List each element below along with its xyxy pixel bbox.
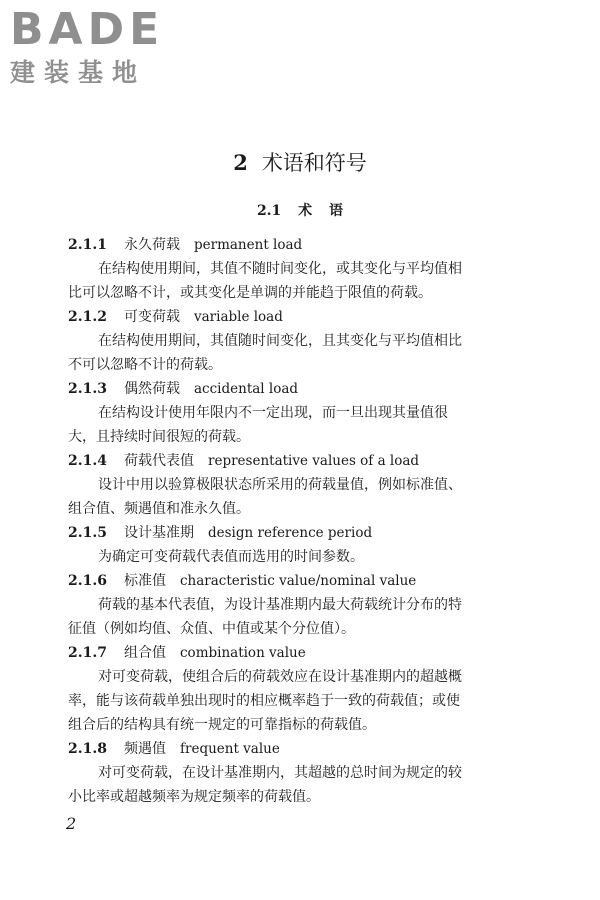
term-number: 2.1.6 xyxy=(68,573,107,589)
term-definition xyxy=(68,545,518,569)
term-number: 2.1.7 xyxy=(68,645,107,661)
term-chinese-name: 设计基准期 xyxy=(124,525,194,541)
definition-line: 在结构使用期间，其值随时间变化，且其变化与平均值相比 xyxy=(98,333,462,349)
term-definition xyxy=(68,257,518,305)
term-english-name: variable load xyxy=(194,309,283,325)
definition-line: 设计中用以验算极限状态所采用的荷载量值，例如标准值、 xyxy=(98,477,462,493)
logo-wordmark: BADE xyxy=(10,4,165,55)
term-definition xyxy=(68,329,518,377)
term-entry xyxy=(68,233,518,257)
term-definition xyxy=(68,593,518,641)
term-number: 2.1.3 xyxy=(68,381,107,397)
term-english-name: accidental load xyxy=(194,381,299,397)
term-english-name: representative values of a load xyxy=(208,453,420,469)
page-number: 2 xyxy=(66,814,77,833)
definition-line: 小比率或超越频率为规定频率的荷载值。 xyxy=(68,789,320,805)
definition-line: 大，且持续时间很短的荷载。 xyxy=(68,429,250,445)
definition-line: 率，能与该荷载单独出现时的相应概率趋于一致的荷载值；或使 xyxy=(68,693,460,709)
term-english-name: combination value xyxy=(180,645,306,661)
bade-logo xyxy=(10,6,164,88)
term-definition xyxy=(68,401,518,449)
term-chinese-name: 频遇值 xyxy=(124,741,166,757)
term-entry xyxy=(68,449,518,473)
definition-line: 荷载的基本代表值，为设计基准期内最大荷载统计分布的特 xyxy=(98,597,462,613)
logo-subtitle: 建装基地 xyxy=(10,58,147,87)
section-number: 2.1 xyxy=(256,203,282,219)
term-number: 2.1.4 xyxy=(68,453,107,469)
definition-line: 在结构使用期间，其值不随时间变化，或其变化与平均值相 xyxy=(98,261,462,277)
term-entry xyxy=(68,521,518,545)
term-chinese-name: 可变荷载 xyxy=(124,309,180,325)
term-entry xyxy=(68,377,518,401)
term-number: 2.1.2 xyxy=(68,309,107,325)
chapter-title: 术语和符号 xyxy=(261,151,367,175)
definition-line: 在结构设计使用年限内不一定出现，而一旦出现其量值很 xyxy=(98,405,448,421)
term-english-name: characteristic value/nominal value xyxy=(180,573,417,589)
term-entry xyxy=(68,641,518,665)
term-number: 2.1.5 xyxy=(68,525,107,541)
definition-line: 征值（例如均值、众值、中值或某个分位值）。 xyxy=(68,621,355,637)
chapter-number: 2 xyxy=(233,150,248,175)
term-definition xyxy=(68,761,518,809)
section-heading xyxy=(0,200,600,220)
term-chinese-name: 标准值 xyxy=(124,573,166,589)
term-english-name: design reference period xyxy=(208,525,373,541)
definition-line: 组合后的结构具有统一规定的可靠指标的荷载值。 xyxy=(68,717,376,733)
definition-line: 对可变荷载，在设计基准期内，其超越的总时间为规定的较 xyxy=(98,765,462,781)
definition-line: 为确定可变荷载代表值而选用的时间参数。 xyxy=(98,549,364,565)
chapter-heading xyxy=(0,147,600,177)
term-number: 2.1.8 xyxy=(68,741,107,757)
term-entry xyxy=(68,737,518,761)
term-chinese-name: 组合值 xyxy=(124,645,166,661)
term-chinese-name: 偶然荷载 xyxy=(124,381,180,397)
terms-list xyxy=(68,233,518,809)
term-definition xyxy=(68,473,518,521)
term-number: 2.1.1 xyxy=(68,237,107,253)
term-definition xyxy=(68,665,518,737)
definition-line: 对可变荷载，使组合后的荷载效应在设计基准期内的超越概 xyxy=(98,669,462,685)
definition-line: 组合值、频遇值和准永久值。 xyxy=(68,501,250,517)
definition-line: 不可以忽略不计的荷载。 xyxy=(68,357,222,373)
term-entry xyxy=(68,569,518,593)
term-chinese-name: 荷载代表值 xyxy=(124,453,194,469)
section-title-part1: 术 xyxy=(298,203,313,219)
term-chinese-name: 永久荷载 xyxy=(124,237,180,253)
term-entry xyxy=(68,305,518,329)
term-english-name: frequent value xyxy=(180,741,280,757)
term-english-name: permanent load xyxy=(194,237,303,253)
definition-line: 比可以忽略不计，或其变化是单调的并能趋于限值的荷载。 xyxy=(68,285,432,301)
section-title-part2: 语 xyxy=(329,203,344,219)
